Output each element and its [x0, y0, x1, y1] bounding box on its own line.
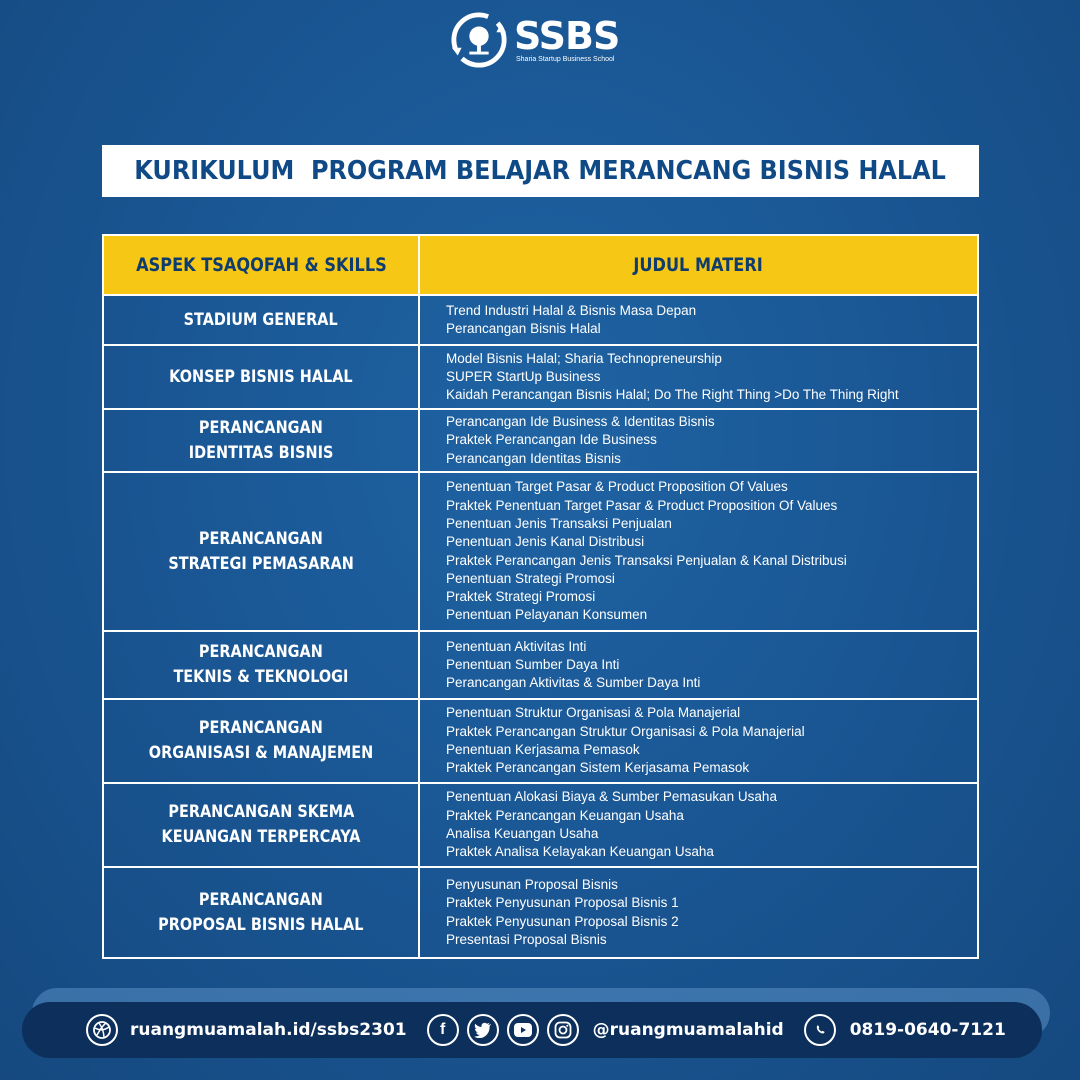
twitter-icon[interactable]	[467, 1014, 499, 1046]
title-banner	[102, 145, 979, 197]
materi-item: Perancangan Bisnis Halal	[446, 321, 601, 336]
aspect-label: TEKNIS & TEKNOLOGI	[173, 667, 349, 687]
header-aspect: ASPEK TSAQOFAH & SKILLS	[104, 236, 420, 294]
materi-item: Praktek Perancangan Keuangan Usaha	[446, 807, 684, 823]
materi-item: Praktek Perancangan Jenis Transaksi Penjualan & Kanal Distribusi	[446, 552, 847, 568]
materi-item: Praktek Perancangan Ide Business	[446, 432, 657, 448]
materi-cell	[420, 410, 977, 471]
materi-item: Penentuan Jenis Transaksi Penjualan	[446, 515, 672, 531]
materi-cell	[420, 700, 977, 782]
aspect-label: KONSEP BISNIS HALAL	[169, 366, 353, 387]
materi-item: Kaidah Perancangan Bisnis Halal; Do The Right Thing >Do The Thing Right	[446, 387, 899, 403]
logo-wordmark: SSBS	[514, 14, 620, 58]
materi-item: Praktek Penentuan Target Pasar & Product Proposition Of Values	[446, 497, 838, 513]
aspect-label: PERANCANGAN	[199, 528, 323, 549]
globe-icon	[86, 1014, 118, 1046]
table-row	[104, 346, 977, 410]
aspect-label: IDENTITAS BISNIS	[188, 442, 334, 463]
materi-item: Penentuan Sumber Daya Inti	[446, 656, 620, 672]
table-body	[104, 296, 977, 957]
materi-item: Penentuan Aktivitas Inti	[446, 638, 587, 654]
materi-item: Perancangan Ide Business & Identitas Bisnis	[446, 414, 715, 430]
materi-item: Perancangan Identitas Bisnis	[446, 450, 621, 466]
table-row	[104, 868, 977, 957]
ssbs-logo	[450, 10, 635, 70]
table-row	[104, 700, 977, 784]
materi-cell	[420, 868, 977, 957]
materi-item: Penentuan Target Pasar & Product Proposition Of Values	[446, 479, 788, 495]
aspect-cell	[104, 296, 420, 344]
table-row	[104, 784, 977, 868]
materi-item: SUPER StartUp Business	[446, 368, 601, 384]
aspect-label: PERANCANGAN	[199, 642, 323, 662]
materi-item: Penyusunan Proposal Bisnis	[446, 876, 618, 892]
social-handle[interactable]: @ruangmuamalahid	[592, 1020, 784, 1040]
materi-item: Praktek Analisa Kelayakan Keuangan Usaha	[446, 844, 714, 860]
materi-item: Presentasi Proposal Bisnis	[446, 931, 607, 947]
materi-item: Analisa Keuangan Usaha	[446, 826, 599, 841]
aspect-label: PERANCANGAN SKEMA	[168, 802, 354, 822]
aspect-label: PERANCANGAN	[199, 417, 323, 438]
materi-cell	[420, 296, 977, 344]
website-link[interactable]: ruangmuamalah.id/ssbs2301	[130, 1020, 407, 1040]
materi-item: Praktek Strategi Promosi	[446, 589, 596, 605]
header-materi: JUDUL MATERI	[633, 254, 764, 276]
materi-item: Penentuan Jenis Kanal Distribusi	[446, 534, 645, 550]
aspect-cell	[104, 700, 420, 782]
aspect-label: ORGANISASI & MANAJEMEN	[148, 743, 374, 763]
materi-item: Model Bisnis Halal; Sharia Technopreneurship	[446, 350, 722, 366]
aspect-label: PERANCANGAN	[199, 889, 323, 910]
ssbs-logo-icon	[450, 11, 508, 69]
materi-item: Penentuan Struktur Organisasi & Pola Manajerial	[446, 705, 741, 721]
materi-cell	[420, 784, 977, 866]
facebook-icon[interactable]: f	[427, 1014, 459, 1046]
materi-cell	[420, 473, 977, 630]
aspect-label: STRATEGI PEMASARAN	[168, 553, 354, 574]
instagram-icon[interactable]	[547, 1014, 579, 1046]
aspect-cell	[104, 868, 420, 957]
aspect-label: STADIUM GENERAL	[183, 309, 339, 330]
table-row	[104, 473, 977, 632]
logo-tagline: Sharia Startup Business School	[516, 56, 615, 63]
aspect-cell	[104, 346, 420, 408]
materi-item: Praktek Perancangan Sistem Kerjasama Pemasok	[446, 760, 750, 776]
aspect-label: KEUANGAN TERPERCAYA	[161, 827, 361, 847]
materi-item: Penentuan Kerjasama Pemasok	[446, 742, 640, 757]
materi-item: Penentuan Pelayanan Konsumen	[446, 607, 648, 623]
materi-cell	[420, 346, 977, 408]
aspect-cell	[104, 784, 420, 866]
materi-item: Praktek Perancangan Struktur Organisasi & Pola Manajerial	[446, 723, 805, 739]
table-row	[104, 632, 977, 700]
page-title: KURIKULUM PROGRAM BELAJAR MERANCANG BISNIS HALAL	[134, 156, 947, 186]
materi-item: Trend Industri Halal & Bisnis Masa Depan	[446, 302, 697, 318]
curriculum-table	[102, 234, 979, 959]
contact-footer	[22, 1002, 1042, 1058]
table-header	[104, 236, 977, 296]
materi-cell	[420, 632, 977, 698]
aspect-cell	[104, 410, 420, 471]
aspect-cell	[104, 632, 420, 698]
phone-number[interactable]: 0819-0640-7121	[849, 1020, 1006, 1040]
youtube-icon[interactable]	[507, 1014, 539, 1046]
table-row	[104, 296, 977, 346]
materi-item: Praktek Penyusunan Proposal Bisnis 2	[446, 913, 679, 929]
materi-item: Perancangan Aktivitas & Sumber Daya Inti	[446, 675, 701, 691]
aspect-label: PROPOSAL BISNIS HALAL	[158, 914, 364, 935]
table-row	[104, 410, 977, 473]
materi-item: Penentuan Strategi Promosi	[446, 570, 615, 586]
aspect-cell	[104, 473, 420, 630]
aspect-label: PERANCANGAN	[199, 718, 323, 738]
whatsapp-icon	[804, 1014, 836, 1046]
materi-item: Penentuan Alokasi Biaya & Sumber Pemasukan Usaha	[446, 789, 777, 805]
materi-item: Praktek Penyusunan Proposal Bisnis 1	[446, 895, 679, 911]
